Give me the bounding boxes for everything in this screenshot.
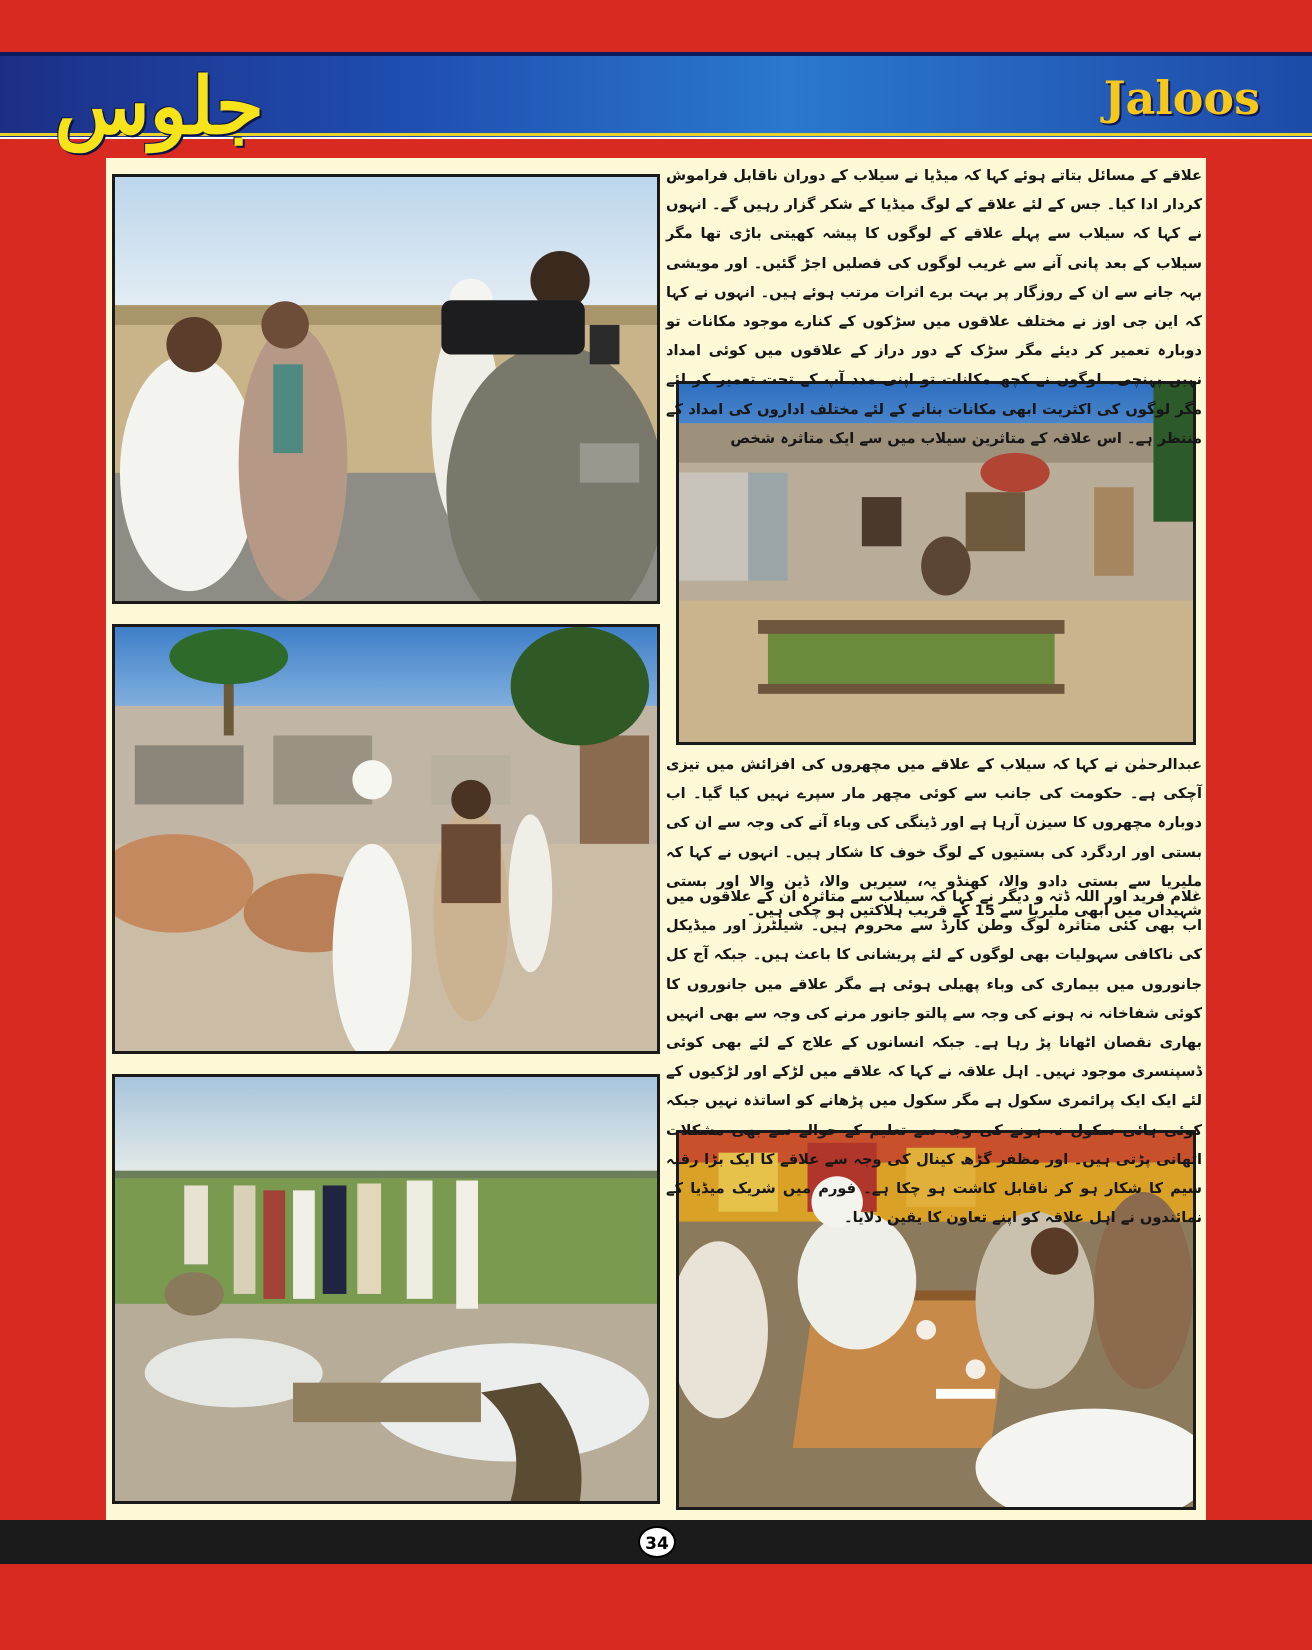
photo-waterlogged-field-image — [115, 1077, 657, 1501]
masthead-english-title: Jaloos — [1103, 71, 1260, 125]
masthead-urdu-logo: جلوس — [54, 61, 264, 152]
masthead-top-stripe — [0, 52, 1312, 56]
article-paragraph-1: علاقے کے مسائل بتاتے ہوئے کہا کہ میڈیا نے سیلاب کے دوران ناقابل فراموش کردار ادا کیا۔ جس کے لئے علاقے کے لوگ میڈیا کے شکر گزار رہیں گے۔ انہوں نے کہا کہ سیلاب سے پہلے علاقے کے لوگوں کا پیشہ کھیتی باڑی تھا مگر سیلاب کے بعد پانی آنے سے غریب لوگوں کی فصلیں اجڑ گئیں۔ اور مویشی بہہ جانے سے ان کے روزگار پر بہت برے اثرات مرتب ہوئے ہیں۔ انہوں نے کہا کہ این جی اوز نے مختلف علاقوں میں سڑکوں کے کنارے موجود مکانات تو دوبارہ تعمیر کر دیئے مگر سڑک کے دور دراز کے علاقوں میں کوئی امداد نہیں پہنچی۔ لوگوں نے کچھ مکانات تو اپنی مدد آپ کے تحت تعمیر کر لئے مگر لوگوں کی اکثریت ابھی مکانات بنانے کے لئے مختلف اداروں کی امداد کے منتظر ہے۔ اس علاقہ کے متاثرین سیلاب میں سے ایک متاثرہ شخص — [666, 167, 1202, 447]
article-paragraph-2: عبدالرحمٰن نے کہا کہ سیلاب کے علاقے میں مچھروں کی افزائش میں تیزی آچکی ہے۔ حکومت کی جانب سے کوئی مچھر مار سپرے نہیں کیا گیا۔ اب دوبارہ مچھروں کا سیزن آرہا ہے اور ڈینگی کی وباء آنے کی وجہ سے ان کی بستی اور اردگرد کی بستیوں کے لوگ خوف کا شکار ہیں۔ انہوں نے کہا کہ ملیریا سے بستی دادو والا، کھنڈو یہ، سیریں والا، ڈین والا اور بستی شہیداں میں ابھی ملیریا سے 15 کے قریب ہلاکتیں ہو چکی ہیں۔ — [666, 756, 1202, 920]
article-paragraph-3: غلام فرید اور اللہ ڈتہ و دیگر نے کہا کہ سیلاب سے متاثرہ ان کے علاقوں میں اب بھی کئی متاثرہ لوگ وطن کارڈ سے محروم ہیں۔ شیلٹرز اور میڈیکل کی ناکافی سہولیات بھی لوگوں کے لئے پریشانی کا باعث ہیں۔ جبکہ آج کل جانوروں میں بیماری کی وباء پھیلی ہوئی ہے مگر علاقے میں جانوروں کا کوئی شفاخانہ نہ ہونے کی وجہ سے پالتو جانور مرنے کی وجہ سے بھی انہیں بھاری نقصان اٹھانا پڑ رہا ہے۔ جبکہ انسانوں کے علاج کے لئے بھی کوئی ڈسپنسری موجود نہیں۔ اہل علاقہ نے کہا کہ علاقے میں لڑکے اور لڑکیوں کے لئے ایک ایک پرائمری سکول ہے مگر سکول میں پڑھانے کو اساتذہ نہیں جبکہ کوئی ہائی سکول نہ ہونے کی وجہ سے تعلیم کے حوالے سے بھی مشکلات اٹھانی پڑتی ہیں۔ اور مظفر گڑھ کینال کی وجہ سے علاقے کا ایک بڑا رقبہ سیم کا شکار ہو کر ناقابل کاشت ہو چکا ہے۔ فورم میں شریک میڈیا کے نمائندوں نے اہل علاقہ کو اپنے تعاون کا یقین دلایا۔ — [666, 888, 1202, 1227]
photo-damaged-village-image — [115, 627, 657, 1051]
photo-field-interview-image — [115, 177, 657, 601]
photo-damaged-village — [112, 624, 660, 1054]
photo-field-interview — [112, 174, 660, 604]
page-number: 34 — [638, 1526, 676, 1558]
photo-waterlogged-field — [112, 1074, 660, 1504]
